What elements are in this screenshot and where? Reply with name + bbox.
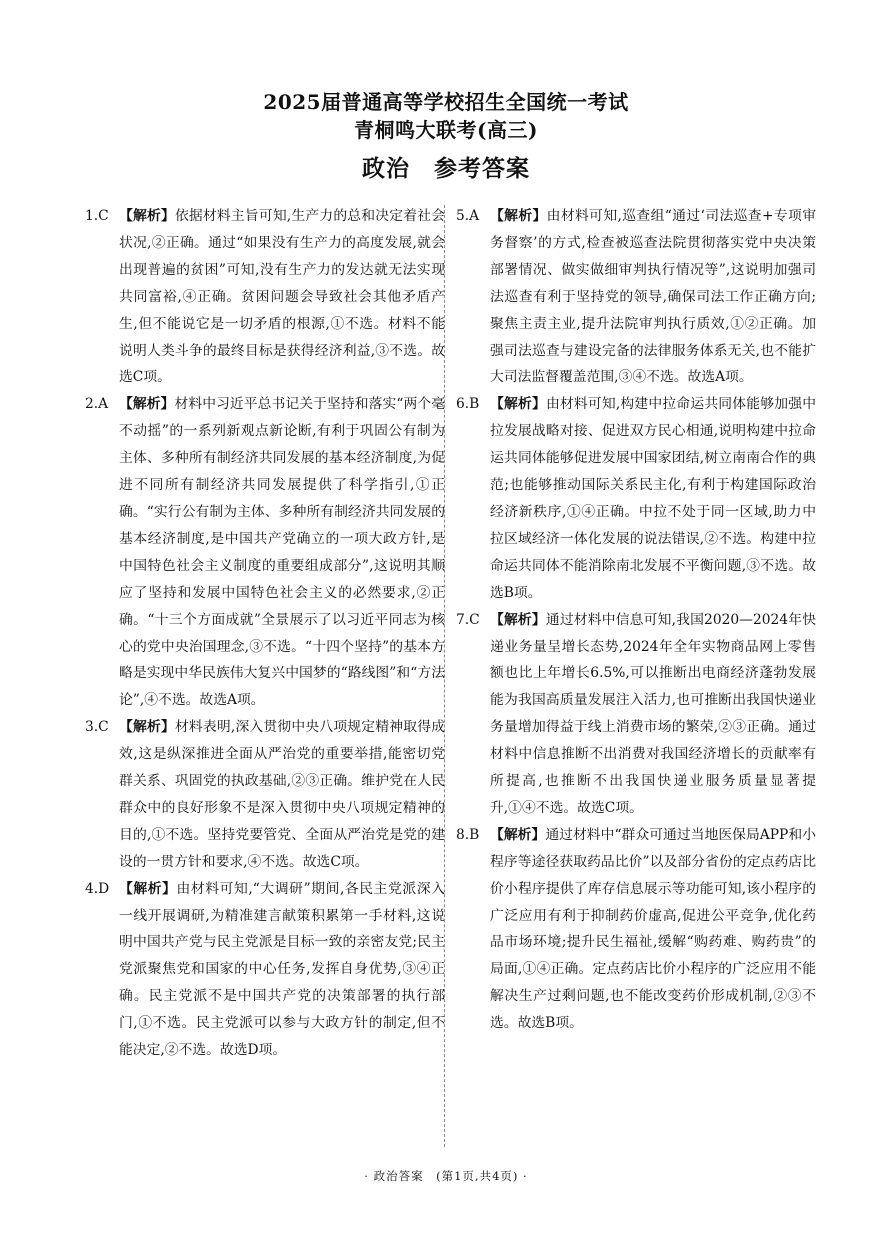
answer-text: 由材料可知,构建中拉命运共同体能够加强中拉发展战略对接、促进双方民心相通,说明构建中拉命运共同体能够促进发展中国家团结,树立南南合作的典范;也能够推动国际关系民主化,有利于构建国际政治经济新秩序,①④正确。中拉不处于同一区域,助力中拉区域经济一体化发展的说法错误,②不选。构建中拉命运共同体不能消除南北发展不平衡问题,③不选。故选B项。 — [490, 396, 816, 601]
analysis-tag: 【解析】 — [490, 611, 546, 628]
answer-item — [85, 714, 445, 875]
analysis-tag: 【解析】 — [490, 826, 546, 843]
title-block — [0, 88, 892, 184]
answer-item — [456, 822, 816, 1037]
analysis-tag: 【解析】 — [490, 396, 546, 413]
answer-body — [490, 822, 816, 1037]
answer-number: 2.A — [85, 396, 109, 413]
analysis-tag: 【解析】 — [119, 880, 177, 897]
answer-number: 3.C — [85, 719, 109, 736]
answer-body — [119, 876, 445, 1064]
answer-text: 通过材料中信息可知,我国2020—2024年快递业务量呈增长态势,2024年全年实物商品网上零售额也比上年增长6.5%,可以推断出电商经济蓬勃发展能为我国高质量发展注入活力,也可推断出我国快递业务量增加得益于线上消费市场的繁荣,②③正确。通过材料中信息推断不出消费对我国经济增长的贡献率有所提高,也推断不出我国快递业服务质量显著提升,①④不选。故选C项。 — [490, 611, 817, 816]
page-footer: · 政治答案 (第1页,共4页) · — [364, 1169, 528, 1183]
answer-item — [85, 203, 445, 391]
answer-body — [119, 203, 445, 391]
analysis-tag: 【解析】 — [119, 719, 175, 736]
document-title: 政治 参考答案 — [362, 155, 530, 182]
answer-text: 通过材料中“群众可通过当地医保局APP和小程序等途径获取药品比价”以及部分省份的定点药店比价小程序提供了库存信息展示等功能可知,该小程序的广泛应用有利于抑制药价虚高,促进公平竞争,优化药品市场环境;提升民生福祉,缓解“购药难、购药贵”的局面,①④正确。定点药店比价小程序的广泛应用不能解决生产过剩问题,也不能改变药价形成机制,②③不选。故选B项。 — [490, 826, 816, 1032]
answer-text: 材料中习近平总书记关于坚持和落实“两个毫不动摇”的一系列新观点新论断,有利于巩固公有制为主体、多种所有制经济共同发展的基本经济制度,为促进不同所有制经济共同发展提供了科学指引,①正确。“实行公有制为主体、多种所有制经济共同发展的基本经济制度,是中国共产党确立的一项大政方针,是中国特色社会主义制度的重要组成部分”,这说明其顺应了坚持和发展中国特色社会主义的必然要求,②正确。“十三个方面成就”全景展示了以习近平同志为核心的党中央治国理念,③不选。“十四个坚持”的基本方略是实现中华民族伟大复兴中国梦的“路线图”和“方法论”,④不选。故选A项。 — [119, 396, 445, 709]
answer-body — [490, 203, 816, 391]
answer-number: 8.B — [456, 826, 480, 843]
right-column — [456, 203, 816, 1037]
analysis-tag: 【解析】 — [490, 208, 547, 224]
answer-item — [456, 203, 816, 391]
column-divider — [444, 205, 445, 1147]
answer-body — [119, 391, 445, 714]
exam-subtitle: 青桐鸣大联考(高三) — [354, 118, 538, 142]
answer-number: 4.D — [85, 880, 110, 897]
answer-number: 1.C — [85, 208, 109, 224]
answer-text: 由材料可知,巡查组“通过‘司法巡查+专项审务督察’的方式,检查被巡查法院贯彻落实党中央决策部署情况、做实做细审判执行情况等”,这说明加强司法巡查有利于坚持党的领导,确保司法工作正确方向;聚焦主责主业,提升法院审判执行质效,①②正确。加强司法巡查与建设完备的法律服务体系无关,也不能扩大司法监督覆盖范围,③④不选。故选A项。 — [490, 208, 816, 386]
analysis-tag: 【解析】 — [119, 396, 175, 413]
answer-item — [456, 607, 816, 822]
answer-text: 由材料可知,“大调研”期间,各民主党派深入一线开展调研,为精准建言献策积累第一手材料,这说明中国共产党与民主党派是目标一致的亲密友党;民主党派聚焦党和国家的中心任务,发挥自身优势,③④正确。民主党派不是中国共产党的决策部署的执行部门,①不选。民主党派可以参与大政方针的制定,但不能决定,②不选。故选D项。 — [119, 880, 445, 1059]
analysis-tag: 【解析】 — [119, 208, 175, 224]
answer-body — [490, 391, 816, 606]
answer-number: 6.B — [456, 396, 480, 413]
answer-number: 7.C — [456, 611, 480, 628]
answer-item — [456, 391, 816, 606]
answer-number: 5.A — [456, 208, 480, 224]
answer-body — [490, 607, 816, 822]
answer-text: 依据材料主旨可知,生产力的总和决定着社会状况,②正确。通过“如果没有生产力的高度发展,就会出现普遍的贫困”可知,没有生产力的发达就无法实现共同富裕,④正确。贫困问题会导致社会其他矛盾产生,但不能说它是一切矛盾的根源,①不选。材料不能说明人类斗争的最终目标是获得经济利益,③不选。故选C项。 — [119, 208, 445, 386]
exam-title: 2025届普通高等学校招生全国统一考试 — [263, 90, 629, 114]
left-column — [85, 203, 445, 1064]
answer-item — [85, 391, 445, 714]
answer-item — [85, 876, 445, 1064]
answer-text: 材料表明,深入贯彻中央八项规定精神取得成效,这是纵深推进全面从严治党的重要举措,能密切党群关系、巩固党的执政基础,②③正确。维护党在人民群众中的良好形象不是深入贯彻中央八项规定精神的目的,①不选。坚持党要管党、全面从严治党是党的建设的一贯方针和要求,④不选。故选C项。 — [119, 719, 445, 870]
answer-body — [119, 714, 445, 875]
